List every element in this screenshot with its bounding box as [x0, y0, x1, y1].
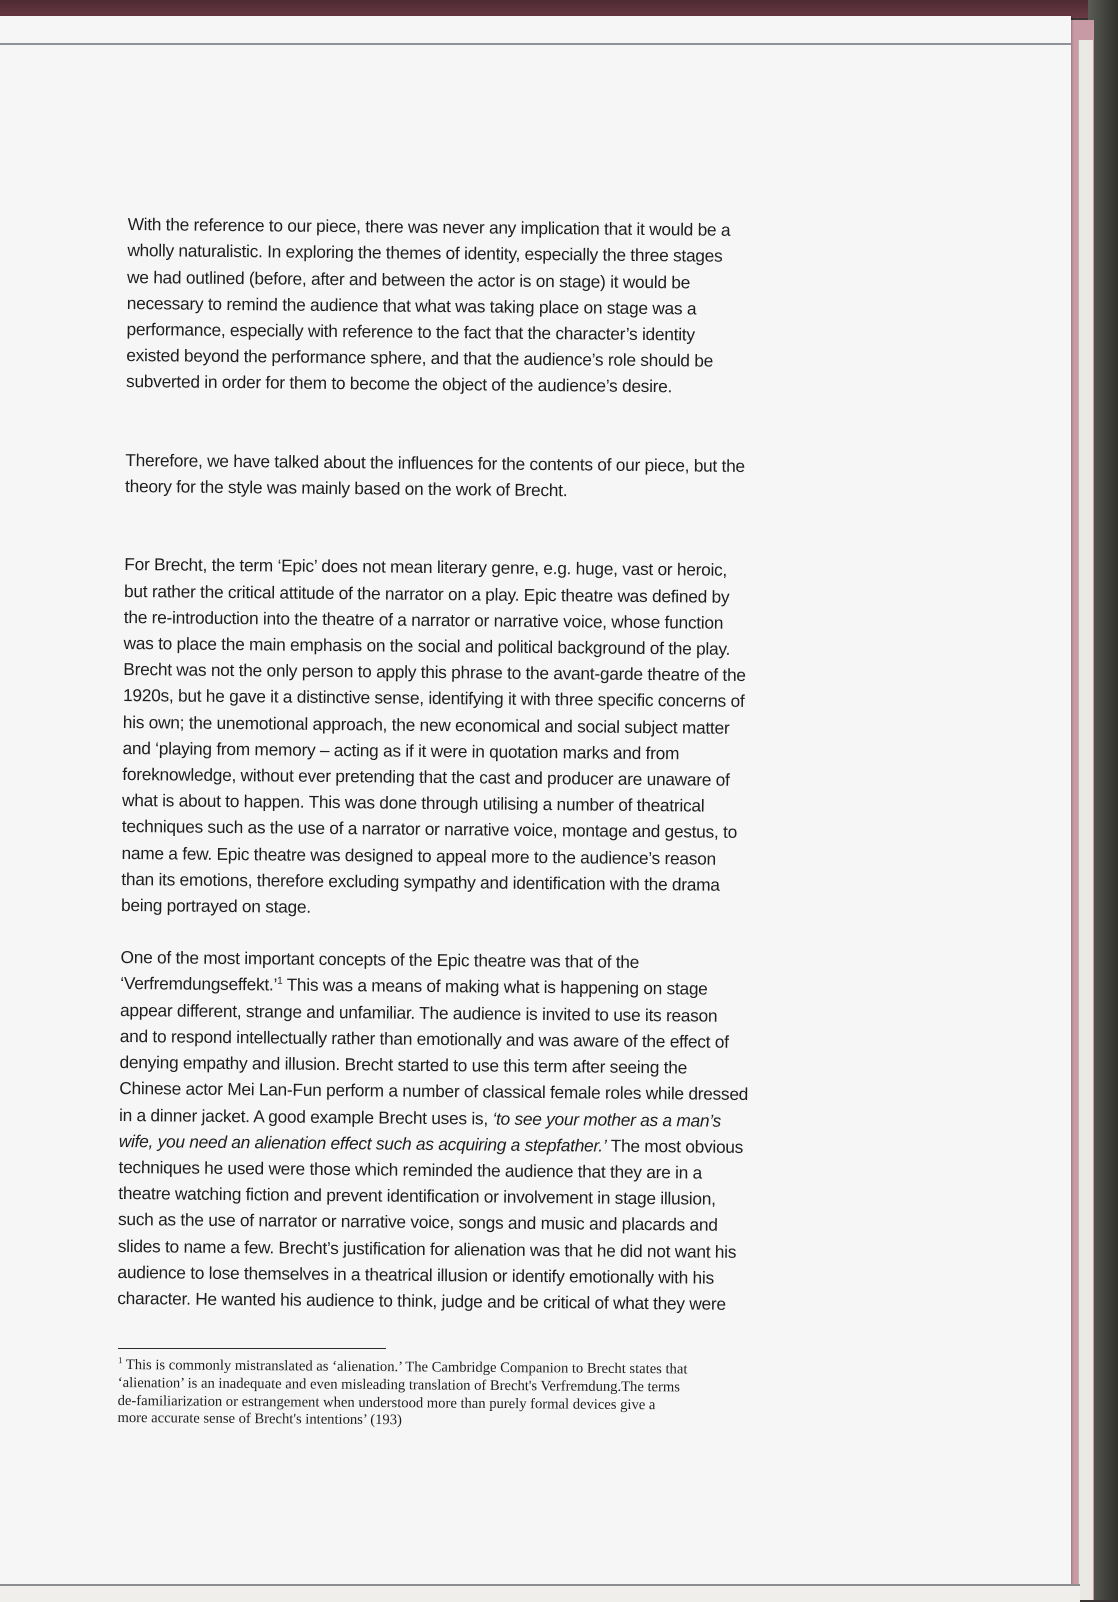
- footnote: [117, 1357, 898, 1434]
- footnote-number: 1: [117, 1355, 123, 1366]
- paragraph-naturalism: [126, 185, 898, 402]
- paragraph-text-part2: This was a means of making what is happening on stage appear different, strange and unfamiliar. The audience is invited to use its reason and to respond intellectually rather than emotionally and was aware of the effect of denying empathy and illusion. Brecht started to use this term after seeing the Chinese actor Mei Lan-Fun perform a number of classical female roles while dressed in a dinner jacket. A good example Brecht uses is,: [118, 975, 749, 1129]
- paragraph-text-part1: One of the most important concepts of the Epic theatre was that of the ‘Verfremdungseffekt.’: [120, 947, 640, 995]
- paragraph-text: For Brecht, the term ‘Epic’ does not mean literary genre, e.g. huge, vast or heroic, but rather the critical attitude of the narrator on a play. Epic theatre was defined by the re-introduction into the theatre of a narrator or narrative voice, whose function was to place the main emphasis on the social and political background of the play. Brecht was not the only person to apply this phrase to the avant-garde theatre of the 1920s, but he gave it a distinctive sense, identifying it with three specific concerns of his own; the unemotional approach, the new economical and social subject matter and ‘playing from memory – acting as if it were in quotation marks and from foreknowledge, without ever pretending that the cast and producer are unaware of what is about to happen. This was done through utilising a number of theatrical techniques such as the use of a narrator or narrative voice, montage and gestus, to name a few. Epic theatre was designed to appeal more to the audience’s reason than its emotions, therefore excluding sympathy and identification with the drama being portrayed on stage.: [120, 554, 746, 917]
- brecht-quote: ‘to see your mother as a man’s wife, you need an alienation effect such as acquiring a stepfather.’: [118, 1108, 722, 1156]
- paragraph-text: With the reference to our piece, there was never any implication that it would be a wholly naturalistic. In exploring the themes of identity, especially the three stages we had outlined (before, after and between the actor is on stage) it would be necessary to remind the audience that what was taking place on stage was a performance, especially with reference to the fact that the character’s identity existed beyond the performance sphere, and that the audience’s role should be subverted in order for them to become the object of the audience’s desire.: [126, 214, 731, 397]
- footnote-text: This is commonly mistranslated as ‘alienation.’ The Cambridge Companion to Brecht states that ‘alienation’ is an inadequate and even misleading translation of Brecht's Verfremdung.The terms de-familiarization or estrangement when understood more than purely formal devices give a more accurate sense of Brecht's intentions’ (193): [117, 1357, 688, 1429]
- paragraph-text-part3: The most obvious techniques he used were those which reminded the audience that they are in a theatre watching fiction and prevent identification or involvement in stage illusion, such as the use of narrator or narrative voice, songs and music and placards and slides to name a few. Brecht’s justification for alienation was that he did not want his audience to lose themselves in a theatrical illusion or identify emotionally with his character. He wanted his audience to think, judge and be critical of what they were: [117, 1135, 744, 1314]
- paragraph-epic-theatre: [121, 525, 895, 925]
- footnote-reference: 1: [277, 976, 283, 988]
- page-bottom-edge: [0, 1584, 1080, 1602]
- page-top-edge-line: [0, 43, 1071, 45]
- body-text: [117, 185, 898, 1344]
- footnote-separator: [118, 1348, 386, 1349]
- paragraph-brecht-style: [125, 421, 896, 507]
- paragraph-verfremdungseffekt: [117, 944, 890, 1318]
- paragraph-text: Therefore, we have talked about the influences for the contents of our piece, but the theory for the style was mainly based on the work of Brecht.: [125, 449, 745, 501]
- underlying-sheet-edge: [1078, 40, 1093, 1600]
